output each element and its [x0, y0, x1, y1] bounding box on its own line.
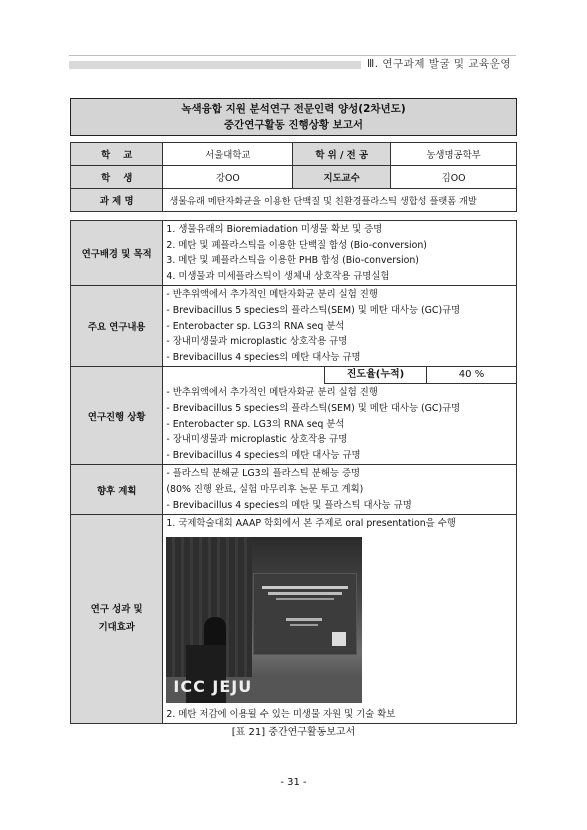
- background-content: [163, 221, 517, 286]
- progress-line: - 장내미생물과 microplastic 상호작용 규명: [166, 434, 348, 446]
- plan-content: [163, 465, 517, 515]
- progress-line: - Brevibacillus 4 species의 메탄 대사능 규명: [166, 449, 361, 461]
- progress-rate-value: 40 %: [426, 367, 516, 384]
- main-content-line: - 반추위액에서 추가적인 메탄자화균 분리 실험 진행: [166, 289, 378, 301]
- progress-rate-label: 진도율(누적): [324, 367, 426, 384]
- advisor-value: 김OO: [391, 166, 517, 189]
- title-line-2: 중간연구활동 진행상황 보고서: [223, 119, 364, 131]
- plan-line: - 플라스틱 분해균 LG3의 플라스틱 분해능 증명: [166, 468, 361, 480]
- results-label: [71, 515, 163, 724]
- school-value: 서울대학교: [163, 143, 293, 166]
- degree-value: 농생명공학부: [391, 143, 517, 166]
- main-content-line: - Brevibacillus 5 species의 플라스틱(SEM) 및 메탄 대사능 (GC)규명: [166, 304, 461, 316]
- results-line-2: 2. 메탄 저감에 이용될 수 있는 미생물 자원 및 기술 확보: [166, 708, 396, 720]
- main-content-line: - Enterobacter sp. LG3의 RNA seq 분석: [166, 320, 345, 332]
- background-label: 연구배경 및 목적: [71, 221, 163, 286]
- main-content-line: - 장내미생물과 microplastic 상호작용 규명: [166, 336, 348, 348]
- project-value: 생물유래 메탄자화균을 이용한 단백질 및 친환경플라스틱 생합성 플랫폼 개발: [163, 189, 517, 212]
- progress-line: - Enterobacter sp. LG3의 RNA seq 분석: [166, 418, 345, 430]
- section-header: Ⅲ. 연구과제 발굴 및 교육운영: [361, 56, 517, 71]
- table-caption: [표 21] 중간연구활동보고서: [231, 727, 356, 738]
- student-value: 강OO: [163, 166, 293, 189]
- report-title: [70, 98, 517, 136]
- venue-sign: ICC JEJU: [173, 676, 253, 696]
- plan-line: - Brevibacillus 4 species의 메탄 및 플라스틱 대사능 규명: [166, 499, 412, 511]
- background-line: 4. 미생물과 미세플라스틱이 생체내 상호작용 규명실험: [166, 270, 390, 282]
- progress-line: - 반추위액에서 추가적인 메탄자화균 분리 실험 진행: [166, 387, 378, 399]
- report-table: [70, 220, 517, 724]
- school-label: 학 교: [71, 143, 163, 166]
- background-line: 2. 메탄 및 폐플라스틱을 이용한 단백질 합성 (Bio-conversion): [166, 239, 427, 251]
- presentation-screen: [253, 573, 357, 655]
- degree-label: 학 위 / 전 공: [293, 143, 391, 166]
- background-line: 3. 메탄 및 폐플라스틱을 이용한 PHB 합성 (Bio-conversion): [166, 255, 419, 267]
- title-line-1: 녹색융합 지원 분석연구 전문인력 양성(2차년도): [181, 103, 406, 115]
- main-content-label: 주요 연구내용: [71, 286, 163, 367]
- results-content: [163, 515, 517, 724]
- student-label: 학 생: [71, 166, 163, 189]
- progress-line: - Brevibacillus 5 species의 플라스틱(SEM) 및 메탄 대사능 (GC)규명: [166, 402, 461, 414]
- results-label-line-1: 연구 성과 및: [90, 604, 143, 616]
- main-content: [163, 286, 517, 367]
- background-line: 1. 생물유래의 Bioremiadation 미생물 확보 및 증명: [166, 224, 383, 235]
- progress-label: 연구진행 상황: [71, 367, 163, 465]
- plan-line: (80% 진행 완료, 실험 마무리후 논문 투고 계획): [166, 483, 364, 495]
- conference-photo: [166, 537, 362, 703]
- progress-rate-row: [163, 367, 516, 384]
- main-content-line: - Brevibacillus 4 species의 메탄 대사능 규명: [166, 351, 361, 363]
- page-number: - 31 -: [280, 777, 307, 788]
- advisor-label: 지도교수: [293, 166, 391, 189]
- results-line-1: 1. 국제학술대회 AAAP 학회에서 본 주제로 oral presentation을 수행: [166, 518, 456, 530]
- info-table: [70, 142, 517, 212]
- results-label-line-2: 기대효과: [98, 622, 135, 634]
- plan-label: 향후 계획: [71, 465, 163, 515]
- progress-content: [163, 367, 517, 465]
- project-label: 과 제 명: [71, 189, 163, 212]
